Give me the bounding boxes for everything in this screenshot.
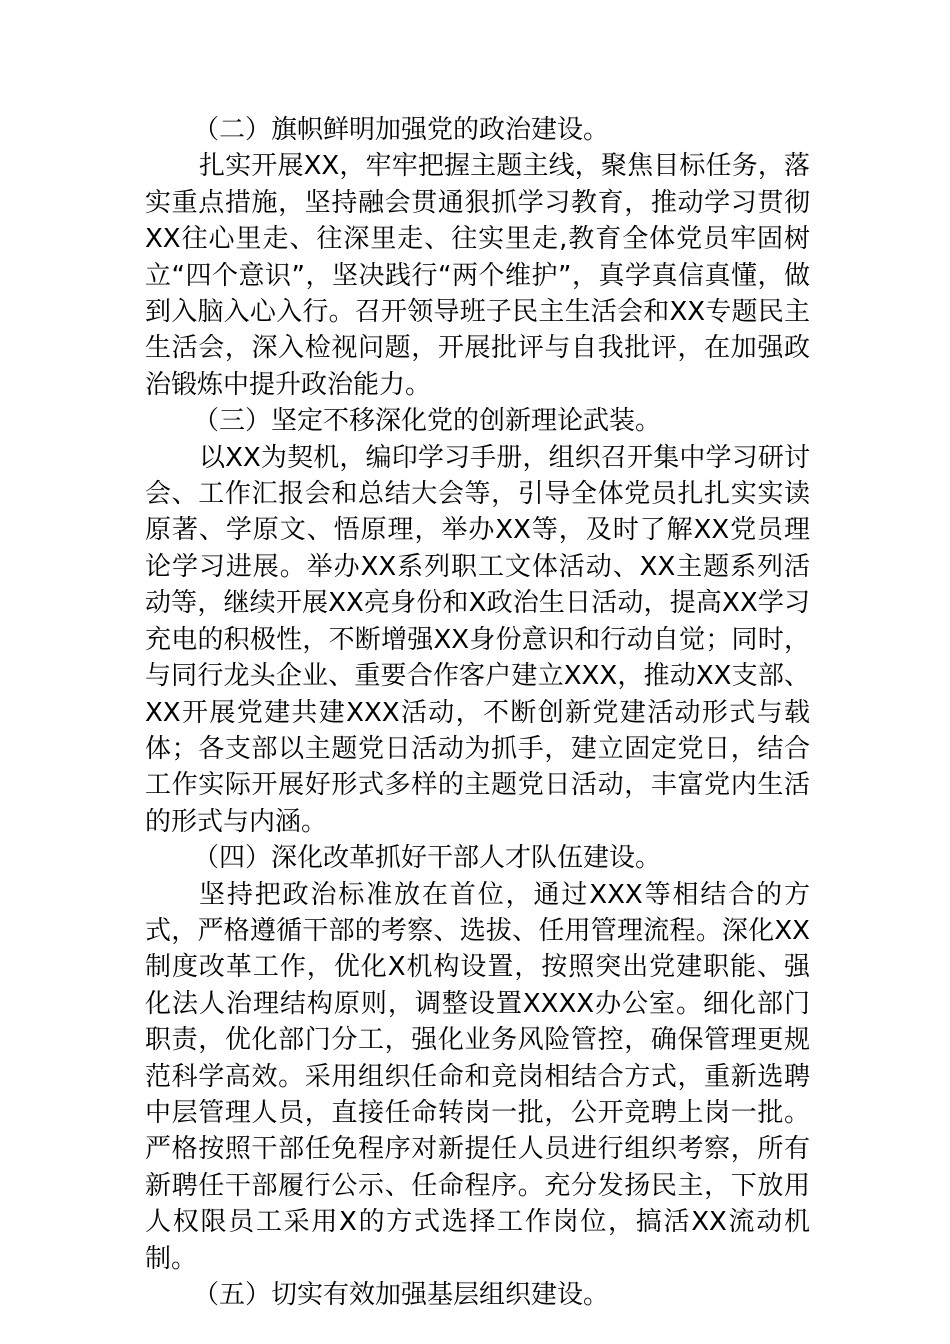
section-heading-4: （四）深化改革抓好干部人才队伍建设。 xyxy=(193,843,662,874)
section-heading-2: （二）旗帜鲜明加强党的政治建设。 xyxy=(193,115,610,145)
section-body-2: 扎实开展XX，牢牢把握主题主线，聚焦目标任务，落实重点措施，坚持融会贯通狠抓学习教育，推动学习贯彻XX往心里走、往深里走、往实里走,教育全体党员牢固树立“四个意识”，坚决践行“两个维护”，真学真信真懂，做到入脑入心入行。召开领导班子民主生活会和XX专题民主生活会，深入检视问题，开展批评与自我批评，在加强政治锻炼中提升政治能力。 xyxy=(145,151,810,400)
section-heading-3: （三）坚定不移深化党的创新理论武装。 xyxy=(193,406,662,437)
document-body xyxy=(145,112,810,1313)
section-heading-5: （五）切实有效加强基层组织建设。 xyxy=(193,1280,610,1310)
section-body-3: 以XX为契机，编印学习手册，组织召开集中学习研讨会、工作汇报会和总结大会等，引导全体党员扎扎实实读原著、学原文、悟原理，举办XX等，及时了解XX党员理论学习进展。举办XX系列职工文体活动、XX主题系列活动等，继续开展XX亮身份和X政治生日活动，提高XX学习充电的积极性，不断增强XX身份意识和行动自觉；同时，与同行龙头企业、重要合作客户建立XXX，推动XX支部、XX开展党建共建XXX活动，不断创新党建活动形式与载体；各支部以主题党日活动为抓手，建立固定党日，结合工作实际开展好形式多样的主题党日活动，丰富党内生活的形式与内涵。 xyxy=(145,442,810,837)
section-body-4: 坚持把政治标准放在首位，通过XXX等相结合的方式，严格遵循干部的考察、选拔、任用管理流程。深化XX制度改革工作，优化X机构设置，按照突出党建职能、强化法人治理结构原则，调整设置XXXX办公室。细化部门职责，优化部门分工，强化业务风险管控，确保管理更规范科学高效。采用组织任命和竞岗相结合方式，重新选聘中层管理人员，直接任命转岗一批，公开竞聘上岗一批。严格按照干部任免程序对新提任人员进行组织考察，所有新聘任干部履行公示、任命程序。充分发扬民主，下放用人权限员工采用X的方式选择工作岗位，搞活XX流动机制。 xyxy=(145,879,810,1274)
